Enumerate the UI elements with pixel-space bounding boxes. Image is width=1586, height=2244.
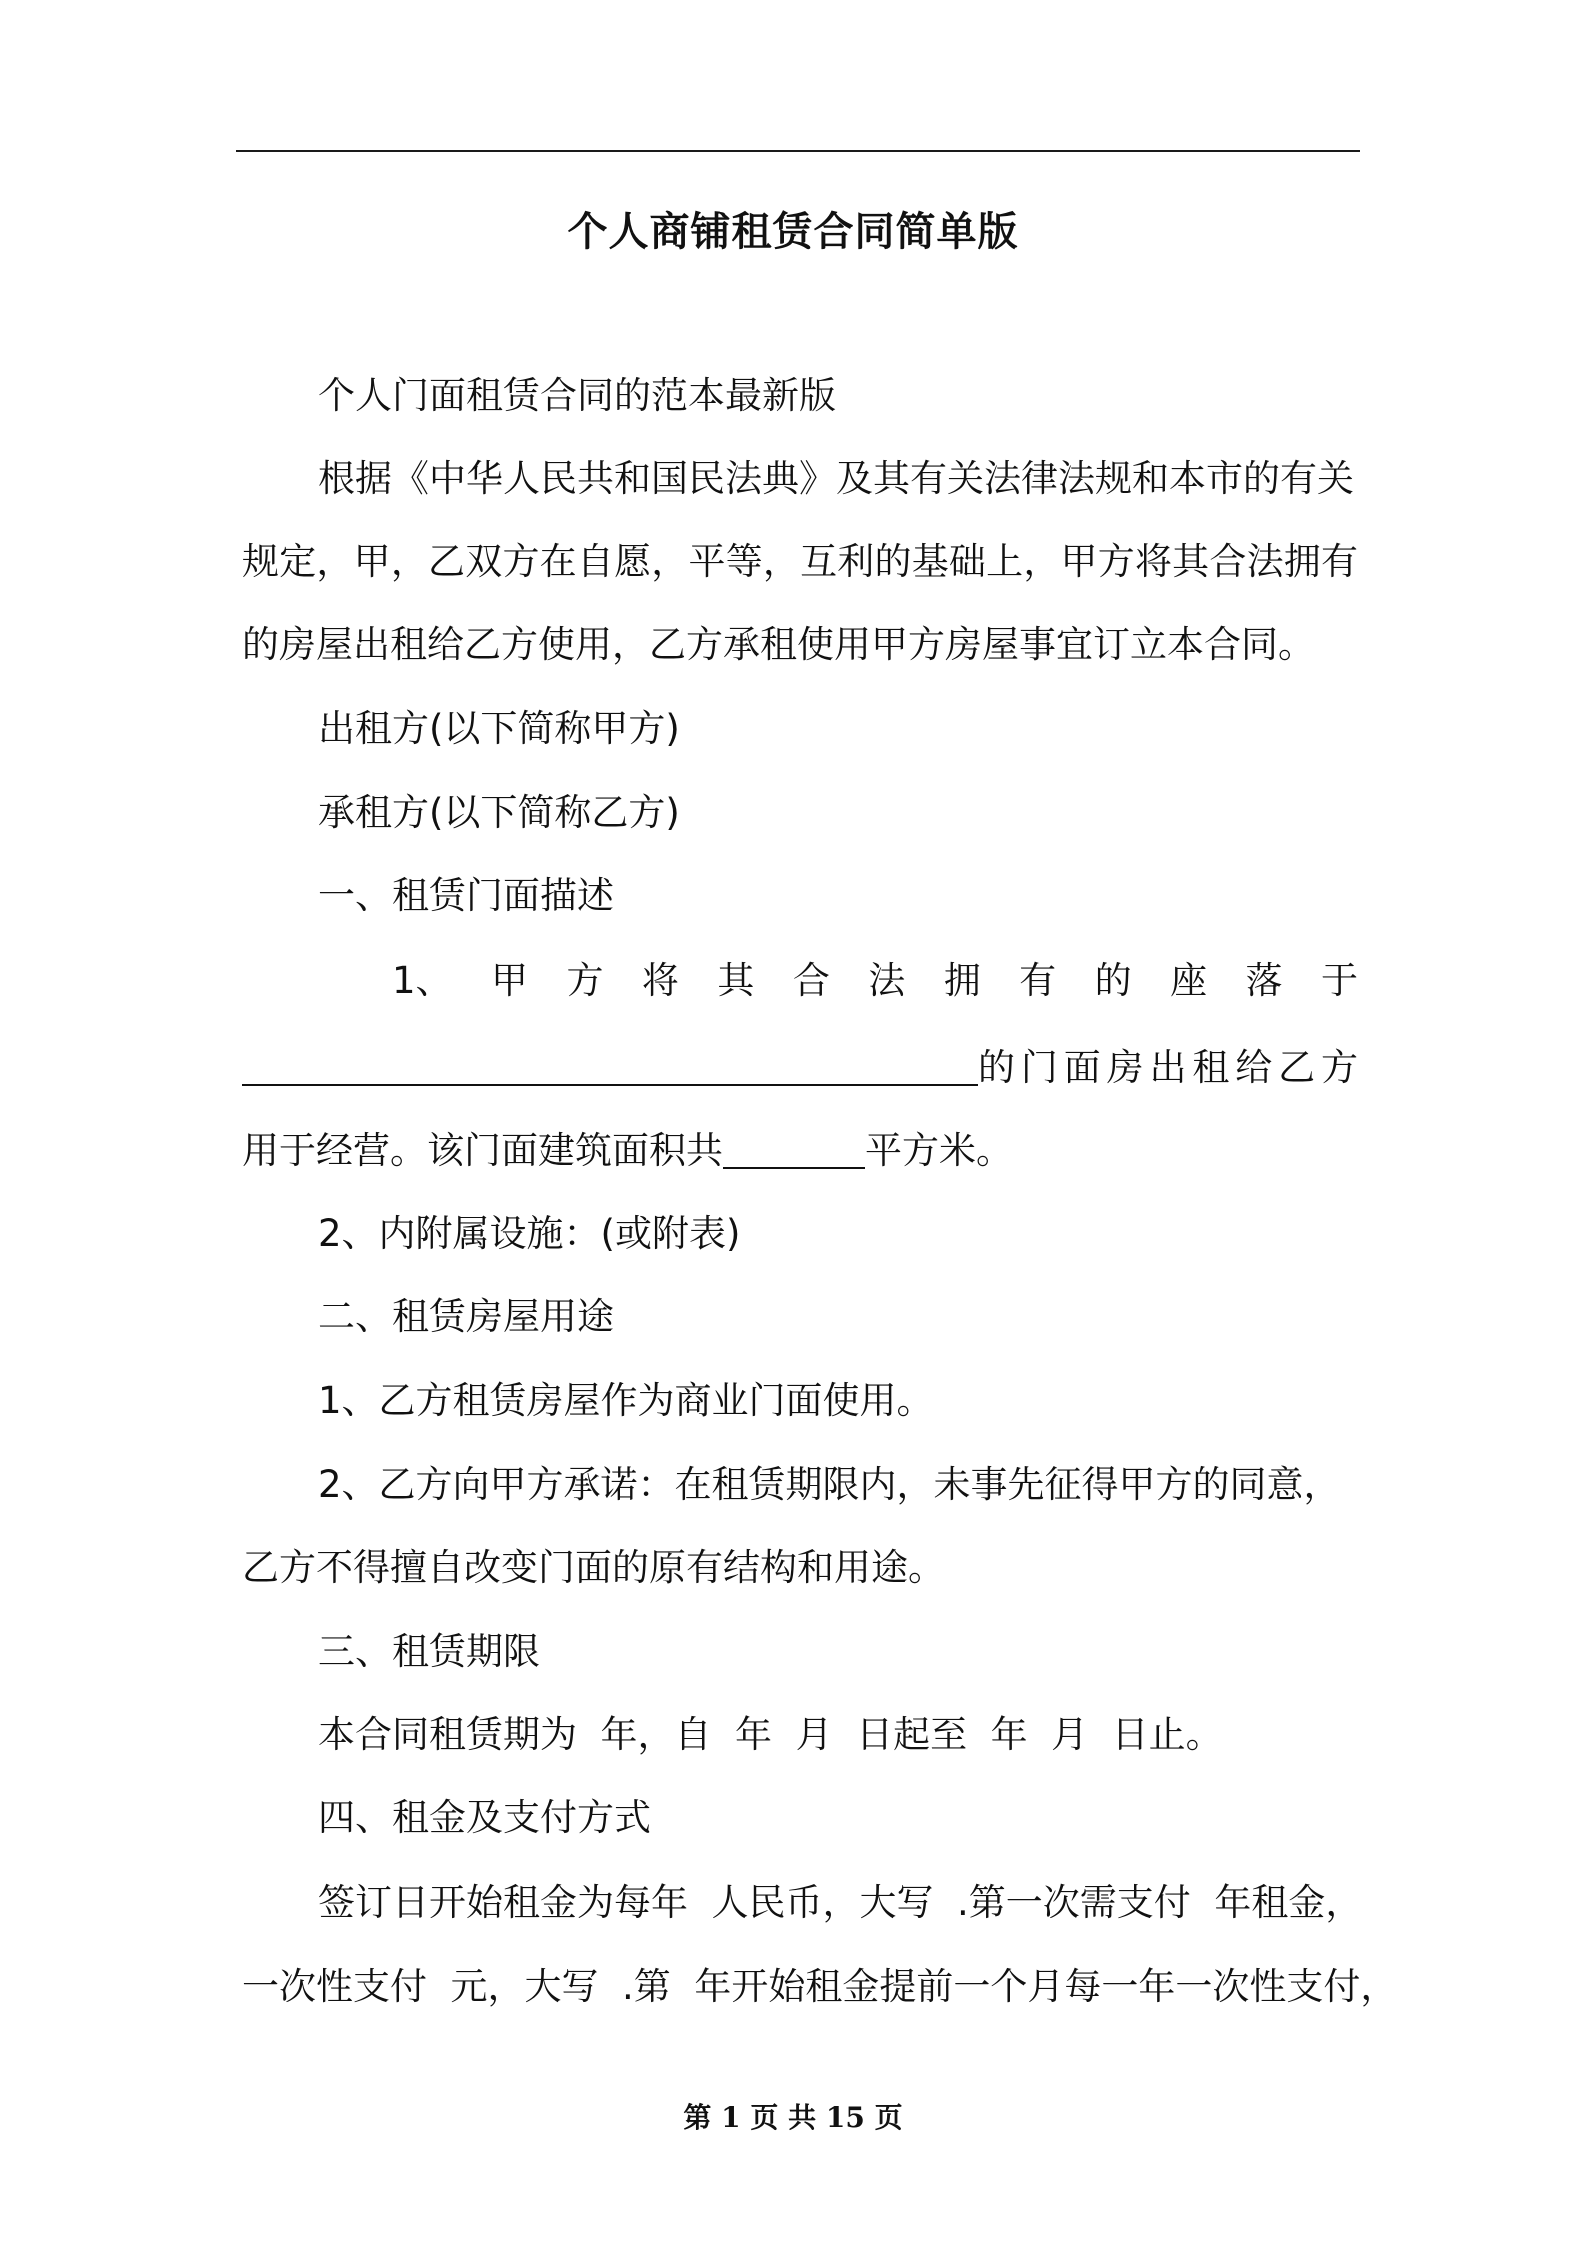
spread-char: 将 bbox=[641, 959, 679, 1002]
page-number-footer: 第 1 页 共 15 页 bbox=[683, 2101, 903, 2134]
location-blank bbox=[242, 1044, 978, 1086]
spread-char: 方 bbox=[566, 959, 604, 1002]
section-4-body-line-2: 一次性支付 元，大写 .第 年开始租金提前一个月每一年一次性支付， bbox=[242, 1965, 1398, 2008]
spread-char: 法 bbox=[868, 959, 906, 1002]
section-1-item-1-line-1 bbox=[392, 957, 1358, 1005]
section-1-item-1-tail: 的门面房出租给乙方 bbox=[978, 1046, 1358, 1089]
spread-char: 1、 bbox=[392, 959, 453, 1002]
document-subtitle: 个人门面租赁合同的范本最新版 bbox=[318, 374, 836, 417]
spread-char: 有 bbox=[1019, 959, 1057, 1002]
spread-char: 落 bbox=[1245, 959, 1283, 1002]
lessor-line: 出租方(以下简称甲方) bbox=[318, 707, 680, 750]
section-3-body: 本合同租赁期为 年，自 年 月 日起至 年 月 日止。 bbox=[318, 1713, 1223, 1756]
preamble-line-1: 根据《中华人民共和国民法典》及其有关法律法规和本市的有关 bbox=[318, 457, 1354, 500]
preamble-line-3: 的房屋出租给乙方使用，乙方承租使用甲方房屋事宜订立本合同。 bbox=[242, 623, 1315, 666]
section-1-item-2: 2、内附属设施：(或附表) bbox=[318, 1212, 741, 1255]
preamble-line-2: 规定，甲，乙双方在自愿，平等，互利的基础上，甲方将其合法拥有 bbox=[242, 540, 1358, 583]
section-1-item-1-line-3 bbox=[242, 1127, 1013, 1175]
spread-char: 合 bbox=[792, 959, 830, 1002]
spread-char: 甲 bbox=[491, 959, 528, 1002]
spread-char: 其 bbox=[717, 959, 755, 1002]
spread-char: 座 bbox=[1170, 959, 1208, 1002]
section-2-heading: 二、租赁房屋用途 bbox=[318, 1295, 614, 1338]
area-text-before: 用于经营。该门面建筑面积共 bbox=[242, 1129, 723, 1172]
section-1-heading: 一、租赁门面描述 bbox=[318, 874, 614, 917]
lessee-line: 承租方(以下简称乙方) bbox=[318, 791, 680, 834]
section-4-body-line-1: 签订日开始租金为每年 人民币，大写 .第一次需支付 年租金， bbox=[318, 1881, 1363, 1924]
section-4-heading: 四、租金及支付方式 bbox=[318, 1796, 651, 1839]
area-text-after: 平方米。 bbox=[865, 1129, 1013, 1172]
header-rule bbox=[236, 150, 1360, 152]
area-blank bbox=[723, 1127, 865, 1169]
section-2-item-2-line-1: 2、乙方向甲方承诺：在租赁期限内，未事先征得甲方的同意， bbox=[318, 1463, 1341, 1506]
spread-char: 于 bbox=[1320, 959, 1358, 1002]
section-2-item-1: 1、乙方租赁房屋作为商业门面使用。 bbox=[318, 1379, 934, 1422]
document-title: 个人商铺租赁合同简单版 bbox=[567, 209, 1019, 255]
section-3-heading: 三、租赁期限 bbox=[318, 1630, 540, 1673]
spread-char: 拥 bbox=[943, 959, 981, 1002]
spread-char: 的 bbox=[1094, 959, 1132, 1002]
section-2-item-2-line-2: 乙方不得擅自改变门面的原有结构和用途。 bbox=[242, 1546, 945, 1589]
section-1-item-1-line-2 bbox=[242, 1044, 1358, 1092]
